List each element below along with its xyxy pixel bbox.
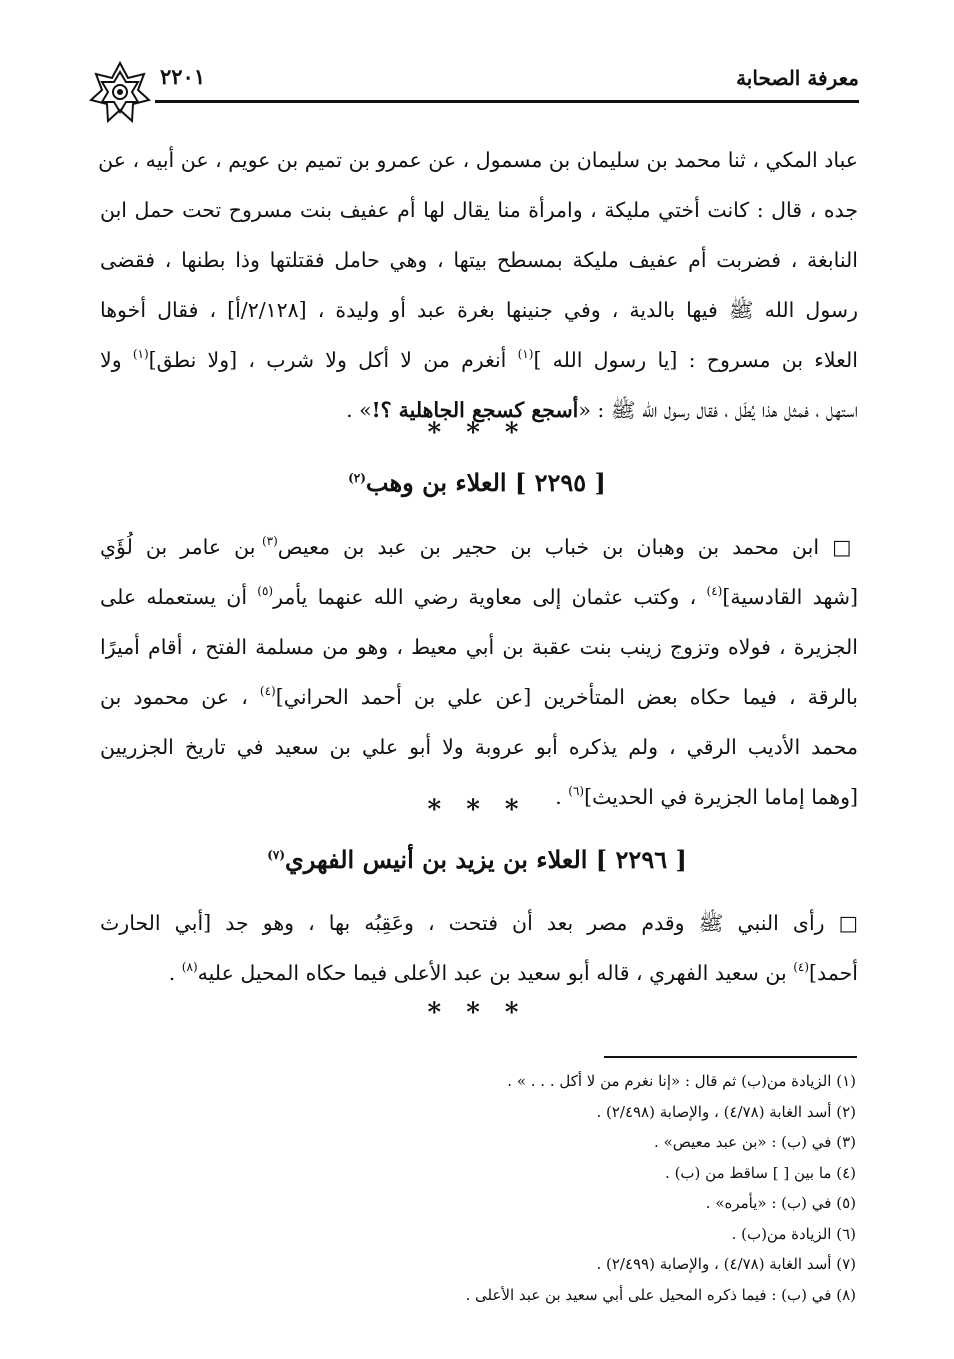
text-segment: [وهما إماما الجزيرة في الحديث] — [584, 785, 858, 809]
text-segment: الجزيرة ، فولاه وتزوج زينب بنت عقبة بن أبي معيط ، وهو من مسلمة الفتح ، أقام أميرًا — [100, 635, 858, 659]
text-line: عباد المكي ، ثنا محمد بن سليمان بن مسمول ، عن عمرو بن تميم بن عويم ، عن أبيه ، عن — [98, 148, 858, 172]
footnote-ref: (١) — [132, 347, 149, 361]
text-segment: بن عامر بن لُؤَي — [100, 535, 262, 559]
entry-body-2296 — [100, 898, 858, 998]
footnote: (٧) أسد الغابة (٤/٧٨) ، والإصابة (٢/٤٩٩) . — [596, 1255, 856, 1273]
text-segment: □ ابن محمد بن وهبان بن خباب بن حجير بن عبد بن معيص — [277, 535, 858, 559]
entry-name: العلاء بن وهب — [365, 468, 507, 497]
ornament-icon — [88, 60, 152, 124]
footnote-ref: (٥) — [257, 584, 274, 598]
page-number: ٢٢٠١ — [160, 64, 206, 89]
text-segment: ولا — [100, 348, 133, 372]
section-separator: * * * — [427, 795, 527, 825]
text-line — [100, 948, 858, 998]
footnote: (٦) الزيادة من(ب) . — [731, 1224, 856, 1243]
text-line — [100, 335, 858, 385]
text-segment: ، وكتب عثمان إلى معاوية رضي الله عنهما يأمر — [273, 585, 707, 609]
text-segment: استهل ، فمثل هذا يُطَل ، فقال رسول الله ﷺ : « — [578, 398, 858, 422]
footnote: (٥) في (ب) : «يأمره» . — [705, 1194, 856, 1212]
footnote-ref: (٨) — [181, 960, 198, 974]
text-line: جده ، قال : كانت أختي مليكة ، وامرأة منا يقال لها أم عفيف بنت مسروح تحت حمل ابن — [100, 198, 858, 222]
text-segment: □ رأى النبي ﷺ وقدم مصر بعد أن فتحت ، وعَقِبُه بها ، وهو جد [أبي الحارث — [100, 911, 858, 935]
footnote-ref: (٦) — [568, 784, 585, 798]
footnote: (٨) في (ب) : فيما ذكره المحيل على أبي سعيد بن عبد الأعلى . — [465, 1285, 856, 1304]
entry-body-2295 — [100, 522, 858, 822]
footnote-rule — [604, 1056, 857, 1058]
footnote: (٢) أسد الغابة (٤/٧٨) ، والإصابة (٢/٤٩٨) . — [596, 1102, 856, 1121]
text-segment: . — [168, 961, 182, 985]
footnote: (١) الزيادة من(ب) ثم قال : «إنا نغرم من لا أكل . . . » . — [507, 1072, 856, 1090]
text-segment: [شهد القادسية] — [722, 585, 858, 609]
footnote-ref: (٤) — [706, 584, 723, 598]
text-line: النابغة ، فضربت أم عفيف مليكة بمسطح بيتها ، وهي حامل فقتلتها وذا بطنها ، فقضى — [100, 248, 858, 272]
footnote-ref: (٤) — [793, 960, 810, 974]
footnotes — [465, 1066, 856, 1310]
text-segment: بالرقة ، فيما حكاه بعض المتأخرين [عن علي بن أحمد الحراني] — [275, 685, 858, 709]
footnote-ref: (٧) — [267, 848, 286, 862]
text-line — [100, 622, 858, 672]
footnote: (٣) في (ب) : «بن عبد معيص» . — [654, 1133, 856, 1151]
text-segment: محمد الأديب الرقي ، ولم يذكره أبو عروبة ولا أبو علي بن سعيد في تاريخ الجزريين — [100, 735, 858, 759]
text-segment: أحمد] — [809, 961, 858, 985]
footnote-ref: (١) — [517, 347, 534, 361]
text-segment: أن يستعمله على — [100, 585, 258, 609]
entry-number: ٢٢٩٦ — [615, 845, 668, 874]
footnote-ref: (٢) — [348, 471, 366, 485]
text-line — [100, 572, 858, 622]
entry-heading-2296: [ ٢٢٩٦ ] العلاء بن يزيد بن أنيس الفهري$^{(٧)}$ — [267, 845, 687, 874]
text-segment: العلاء بن مسروح : [يا رسول الله ] — [533, 348, 858, 372]
header-rule — [155, 100, 859, 103]
text-line — [100, 722, 858, 772]
text-segment: . — [555, 785, 569, 809]
text-segment: ، عن محمود بن — [100, 685, 260, 709]
footnote: (٤) ما بين [ ] ساقط من (ب) . — [665, 1163, 856, 1182]
text-segment: بن سعيد الفهري ، قاله أبو سعيد بن عبد الأعلى فيما حكاه المحيل عليه — [197, 961, 794, 985]
text-line — [100, 672, 858, 722]
footnote-ref: (٣) — [261, 534, 278, 548]
entry-number: ٢٢٩٥ — [534, 468, 587, 497]
text-line — [100, 898, 858, 948]
section-separator: * * * — [427, 998, 527, 1028]
text-line: رسول الله ﷺ فيها بالدية ، وفي جنينها بغرة عبد أو وليدة ، [٢/١٢٨/أ] ، فقال أخوها — [100, 298, 858, 322]
text-segment: أنغرم من لا أكل ولا شرب ، [ولا نطق] — [148, 348, 518, 372]
running-title: معرفة الصحابة — [736, 66, 859, 90]
continued-paragraph — [100, 135, 858, 435]
section-separator: * * * — [427, 418, 527, 448]
entry-name: العلاء بن يزيد بن أنيس الفهري — [285, 845, 588, 874]
hadith-quote: أسجع كسجع الجاهلية ؟! — [371, 398, 579, 422]
footnote-ref: (٤) — [259, 684, 276, 698]
entry-heading-2295: [ ٢٢٩٥ ] العلاء بن وهب$^{(٢)}$ — [348, 468, 606, 497]
text-line — [100, 522, 858, 572]
text-segment: » . — [346, 398, 372, 422]
